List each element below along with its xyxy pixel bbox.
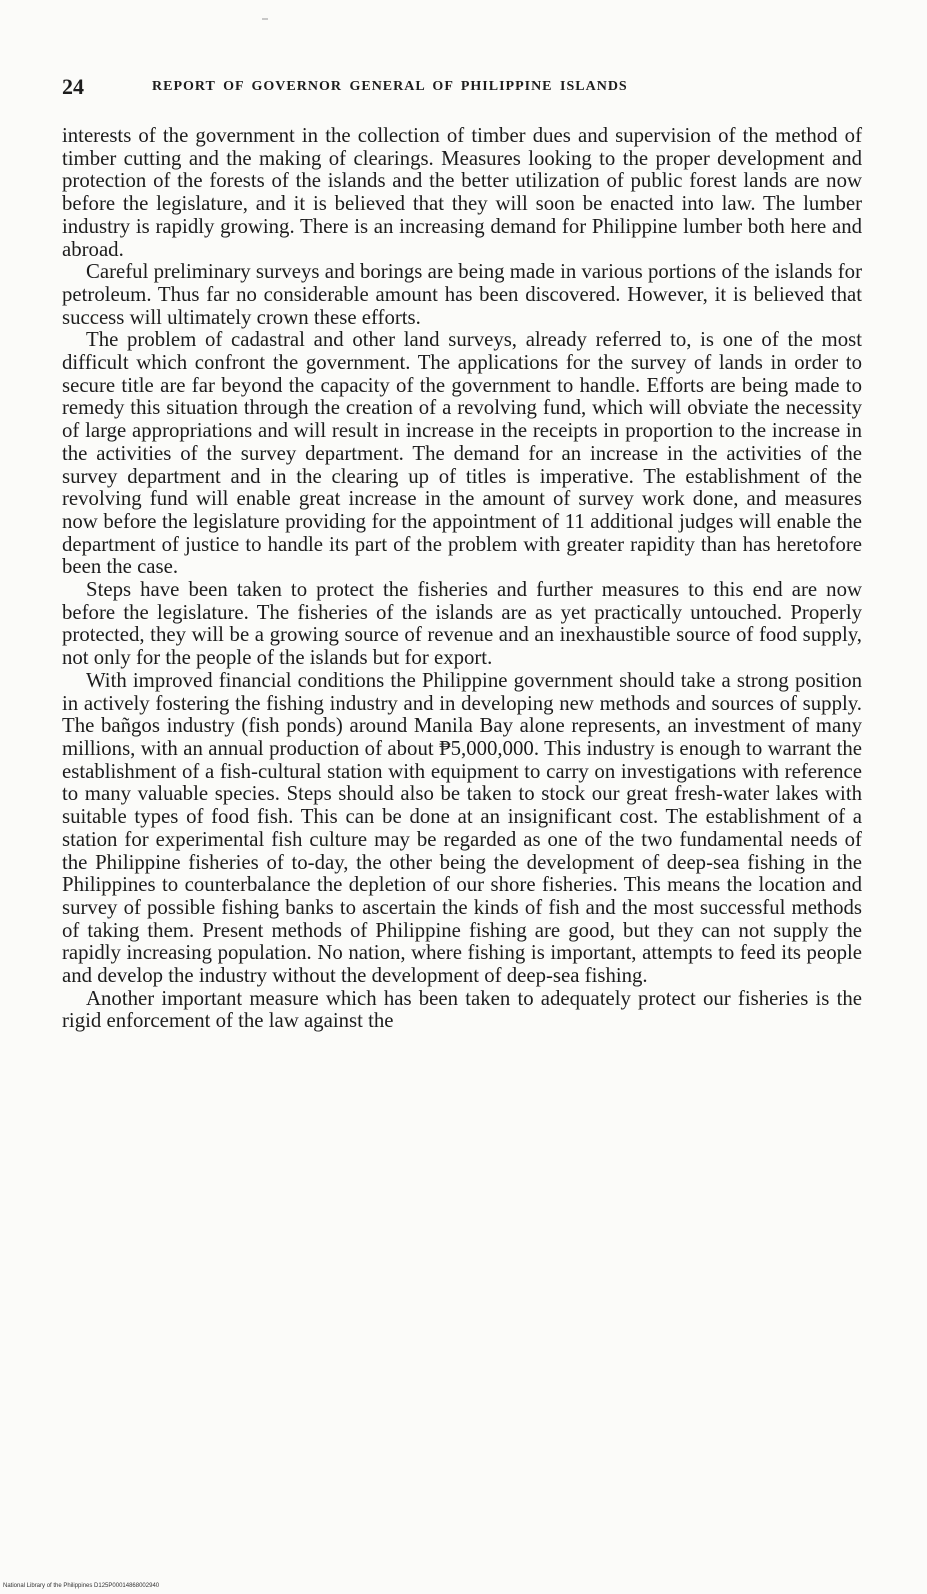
- paragraph-fishing-industry: With improved financial conditions the Philippine government should take a strong position in actively fostering the fishing industry and in developing new methods and sources of supply. The bañgos industry (fish ponds) around Manila Bay alone represents, an investment of many millions, with an annual production of about ₱5,000,000. This industry is enough to warrant the establishment of a fish-cultural station with equipment to carry on investigations with reference to many valuable species. Steps should also be taken to stock our great fresh-water lakes with suitable types of food fish. This can be done at an insignificant cost. The establishment of a station for experimental fish culture may be regarded as one of the two fundamental needs of the Philippine fisheries of to-day, the other being the development of deep-sea fishing in the Philippines to counterbalance the depletion of our shore fisheries. This means the location and survey of possible fishing banks to ascertain the kinds of fish and the most successful methods of taking them. Present methods of Philippine fishing are good, but they can not supply the rapidly increasing population. No nation, where fishing is important, attempts to feed its people and develop the industry without the development of deep-sea fishing.: [62, 668, 862, 988]
- paragraph-land-surveys: The problem of cadastral and other land surveys, already referred to, is one of the most difficult which confront the government. The applications for the survey of lands in order to secure title are far beyond the capacity of the government to handle. Efforts are being made to remedy this situation through the creation of a revolving fund, which will obviate the necessity of large appropriations and will result in increase in the receipts in proportion to the increase in the activities of the survey department. The demand for an increase in the activities of the survey department and in the clearing up of titles is imperative. The establishment of the revolving fund will enable great increase in the amount of survey work done, and measures now before the legislature providing for the appointment of 11 additional judges will enable the department of justice to handle its part of the problem with greater rapidity than has heretofore been the case.: [62, 328, 862, 579]
- scan-artifact: [262, 18, 268, 20]
- running-head: REPORT OF GOVERNOR GENERAL OF PHILIPPINE ISLANDS: [152, 79, 628, 94]
- page-header: [62, 74, 862, 104]
- paragraph-law-enforcement: Another important measure which has been taken to adequately protect our fisheries is the rigid enforcement of the law against the: [62, 986, 862, 1033]
- footer-credit: National Library of the Philippines D125P00014868002940: [3, 1583, 160, 1589]
- paragraph-timber: interests of the government in the collection of timber dues and supervision of the method of timber cutting and the making of clearings. Measures looking to the proper development and protection of the forests of the islands and the better utilization of public forest lands are now before the legislature, and it is believed that they will soon be enacted into law. The lumber industry is rapidly growing. There is an increasing demand for Philippine lumber both here and abroad.: [62, 124, 862, 261]
- body-text: [62, 125, 862, 1033]
- page-number: 24: [62, 74, 84, 99]
- paragraph-petroleum: Careful preliminary surveys and borings are being made in various portions of the islands for petroleum. Thus far no considerable amount has been discovered. However, it is believed that success will ultimately crown these efforts.: [62, 260, 862, 329]
- paragraph-fisheries-protection: Steps have been taken to protect the fisheries and further measures to this end are now before the legislature. The fisheries of the islands are as yet practically untouched. Properly protected, they will be a growing source of revenue and an inexhaustible source of food supply, not only for the people of the islands but for export.: [62, 578, 862, 670]
